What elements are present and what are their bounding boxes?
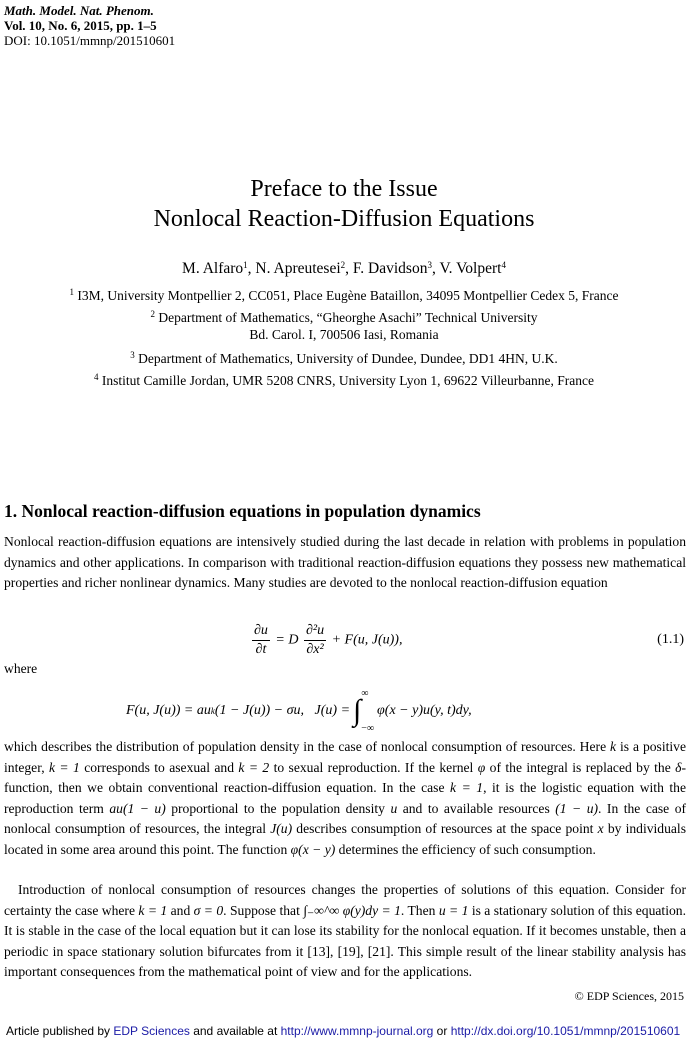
math-inline: J(u) (270, 821, 293, 836)
equation-label: (1.1) (657, 632, 684, 647)
eq-fraction (304, 622, 326, 659)
text-run: Introduction of nonlocal consumption of resources changes the properties of solutions of this equation. Consider for certainty the case where (4, 882, 686, 918)
affiliation-2 (0, 309, 688, 343)
math-inline: σ = 0 (193, 902, 224, 918)
math-inline: k (610, 739, 617, 754)
affiliation-1 (0, 287, 688, 304)
affiliation-sup: 4 (94, 372, 99, 382)
eq-denominator: ∂x² (306, 642, 324, 657)
eq-denominator: ∂t (255, 642, 267, 657)
text-run: to sexual reproduction. If the kernel (269, 759, 478, 775)
math-inline: ∫₋∞^∞ φ(y)dy = 1 (303, 902, 401, 918)
eq2-mid: (1 − J(u)) − σu, J(u) = (214, 703, 351, 718)
text-run: . In the case of nonlocal consumption of resources, the integral (4, 800, 687, 836)
math-inline: φ (477, 759, 486, 775)
footer (6, 1024, 680, 1038)
math-inline: k = 2 (238, 759, 270, 775)
affiliation-text: Department of Mathematics, University of Dundee, Dundee, DD1 4HN, U.K. (138, 351, 558, 366)
journal-volume: Vol. 10, No. 6, 2015, pp. 1–5 (4, 18, 157, 33)
math-inline: u (390, 800, 398, 816)
section-title: Nonlocal reaction-diffusion equations in population dynamics (21, 501, 481, 521)
eq2-right: φ(x − y)u(y, t)dy, (377, 703, 472, 718)
text-run: . Then (400, 902, 439, 918)
where-text: where (4, 661, 38, 676)
text-run: , it is the logistic equation with the reproduction term (4, 780, 686, 816)
paragraph-3 (4, 880, 686, 983)
math-inline: k = 1 (450, 780, 484, 795)
eq-rhs: + F(u, J(u)), (331, 632, 403, 648)
affiliation-text: Department of Mathematics, “Gheorghe Asachi” Technical University (158, 310, 538, 325)
text-run: and to available resources (397, 800, 556, 816)
footer-link-journal[interactable]: http://www.mmnp-journal.org (280, 1024, 434, 1038)
text-run: . Suppose that (223, 902, 304, 918)
journal-header (4, 3, 175, 48)
author-name: N. Apreutesei (255, 260, 341, 277)
text-run: which describes the distribution of population density in the case of nonlocal consumption of resources. Here (4, 739, 611, 754)
text-run: determines the efficiency of such consumption. (335, 841, 596, 857)
author-name: V. Volpert (439, 260, 502, 277)
author-sup: 4 (501, 260, 506, 270)
math-inline: x (597, 821, 604, 836)
footer-link-edp[interactable]: EDP Sciences (113, 1024, 190, 1038)
text-run: corresponds to asexual and (79, 759, 239, 775)
math-inline: k = 1 (138, 902, 168, 918)
math-inline: φ(x − y) (290, 841, 336, 857)
math-inline: δ (675, 759, 682, 775)
text-run: is a positive integer, (4, 739, 686, 775)
equation-2: F(u, J(u)) = au k (1 − J(u)) − σu, J(u) = ∫ ∞ −∞ φ(x − y)u(y, t)dy, (126, 688, 472, 734)
affiliation-4 (0, 372, 688, 389)
integral-sign: ∫ (353, 694, 362, 727)
affiliation-sup: 3 (130, 350, 135, 360)
affiliation-text: I3M, University Montpellier 2, CC051, Place Eugène Bataillon, 34095 Montpellier Cedex 5, France (77, 288, 619, 303)
footer-link-doi[interactable]: http://dx.doi.org/10.1051/mmnp/201510601 (450, 1024, 681, 1038)
affiliation-sup: 1 (69, 287, 75, 297)
section-number: 1. (4, 501, 18, 521)
eq-operator: = D (275, 632, 299, 648)
eq-fraction (252, 622, 270, 659)
journal-name: Math. Model. Nat. Phenom. (4, 3, 154, 18)
text-run: and (167, 902, 194, 918)
copyright: © EDP Sciences, 2015 (574, 989, 684, 1003)
math-inline: (1 − u) (555, 800, 599, 816)
affiliation-text: Institut Camille Jordan, UMR 5208 CNRS, University Lyon 1, 69622 Villeurbanne, France (101, 373, 594, 388)
author-name: M. Alfaro (182, 260, 244, 277)
paragraph-1: Nonlocal reaction-diffusion equations are intensively studied during the last decade in relation with problems in population dynamics and other applications. In comparison with traditional reaction-diffusion equations they possess new mathematical properties and richer nonlinear dynamics. Many studies are devoted to the nonlocal reaction-diffusion equation (4, 534, 686, 590)
section-heading (4, 501, 481, 522)
journal-doi: DOI: 10.1051/mmnp/201510601 (4, 33, 176, 48)
text-run: describes consumption of resources at the space point (292, 821, 598, 836)
affiliation-text: Bd. Carol. I, 700506 Iasi, Romania (249, 327, 439, 342)
text-run: -function, then we obtain conventional reaction-diffusion equation. In the case (4, 759, 687, 795)
text-run: proportional to the population density (165, 800, 391, 816)
math-inline: au(1 − u) (109, 800, 166, 816)
eq2-integral (353, 688, 374, 734)
author-sup: 1 (243, 260, 248, 270)
integral-lower: −∞ (361, 723, 375, 734)
author-sup: 2 (340, 260, 346, 270)
title-line-1: Preface to the Issue (250, 176, 438, 202)
footer-text: or (433, 1024, 451, 1038)
author-name: F. Davidson (352, 260, 428, 277)
authors: M. Alfaro$^1$, N. Apreutesei$^2$, F. Davidson$^3$, V. Volpert$^4$ (182, 260, 506, 277)
affiliation-3 (0, 350, 688, 367)
text-run: is a stationary solution of this equation. It is stable in the case of the local equation but it can lose its stability for the nonlocal equation. If it becomes unstable, then a periodic in space stationary solution bifurcates from it [13], [19], [21]. This simple result of the linear stability analysis has important consequences from the mathematical point of view and for the applications. (4, 902, 686, 979)
equation-1-1 (250, 622, 402, 659)
affiliation-sup: 2 (150, 309, 156, 319)
text-run: of the integral is replaced by the (485, 759, 676, 775)
footer-text: and available at (189, 1024, 281, 1038)
paragraph-2 (4, 737, 686, 860)
eq-numerator: ∂²u (304, 622, 326, 641)
eq2-left: F(u, J(u)) = au (126, 703, 211, 718)
math-inline: u = 1 (438, 902, 469, 918)
author-sup: 3 (427, 260, 432, 270)
text-run: by individuals located in some area around this point. The function (4, 821, 686, 857)
math-inline: k = 1 (49, 759, 80, 775)
eq-numerator: ∂u (252, 622, 270, 641)
footer-text: Article published by (6, 1024, 114, 1038)
title-line-2: Nonlocal Reaction-Diffusion Equations (153, 206, 535, 232)
integral-upper: ∞ (361, 688, 369, 699)
